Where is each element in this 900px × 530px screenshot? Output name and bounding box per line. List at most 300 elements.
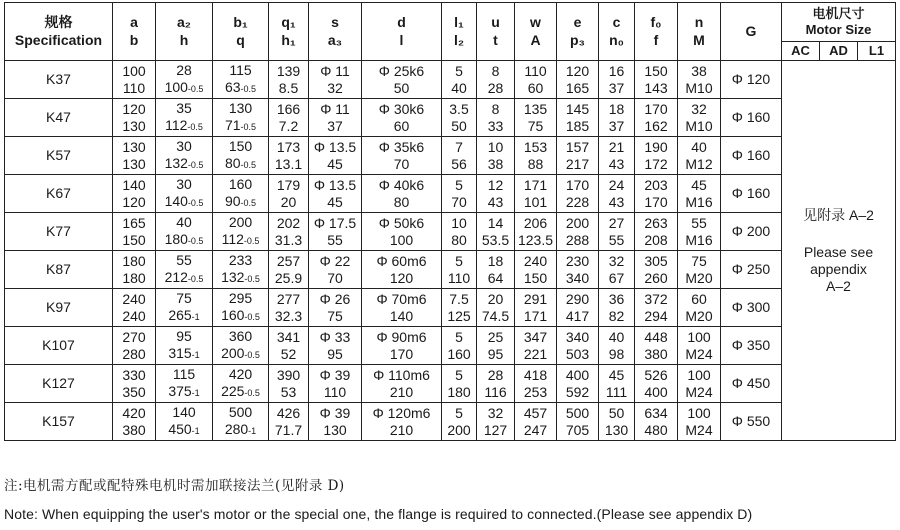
cell-a2-value-2	[156, 117, 212, 136]
cell-q1-value-2	[269, 194, 308, 211]
cell-q1-value-2	[269, 232, 308, 249]
cell-b1	[213, 175, 269, 213]
cell-u-text: 8	[491, 100, 500, 117]
cell-u-text: 43	[487, 193, 504, 210]
cell-q1-text: 8.5	[278, 79, 299, 96]
cell-f0	[635, 251, 678, 289]
cell-u	[477, 365, 515, 403]
header-h1: h₁	[281, 31, 296, 48]
cell-n-text: 32	[691, 100, 707, 117]
cell-n-value-1	[678, 329, 720, 346]
cell-b1-text: 200	[221, 344, 245, 361]
cell-f0-text: 380	[644, 345, 668, 362]
cell-a2-text: 40	[176, 213, 192, 230]
cell-f0-value-2	[635, 270, 677, 287]
cell-f0-text: 480	[644, 421, 668, 438]
cell-c	[599, 365, 635, 403]
cell-l1-text: 5	[455, 252, 463, 269]
cell-l1	[442, 213, 477, 251]
cell-e-text: 145	[565, 100, 590, 117]
table-row	[5, 327, 896, 365]
cell-d-value-2	[362, 346, 441, 363]
cell-s-value-1	[309, 177, 361, 194]
cell-u-value-2	[477, 80, 514, 97]
cell-u-value-1	[477, 253, 514, 270]
cell-s	[309, 61, 362, 99]
cell-n	[678, 99, 721, 137]
cell-d	[362, 403, 442, 441]
cell-d-value-1	[362, 405, 441, 422]
cell-w-text: 418	[523, 366, 548, 383]
cell-s-text: 110	[323, 383, 347, 400]
cell-q1	[269, 137, 309, 175]
note-en: Note: When equipping the user's motor or the special one, the flange is required to connected.(Please see appendix D)	[4, 506, 753, 522]
cell-e-text: 228	[565, 193, 590, 210]
cell-d-text: Φ 35k6	[378, 138, 425, 155]
cell-s-value-1	[309, 63, 361, 80]
cell-c	[599, 327, 635, 365]
cell-c-text: 21	[608, 138, 625, 155]
cell-e-text: 500	[565, 404, 590, 421]
cell-l1	[442, 61, 477, 99]
cell-q1	[269, 403, 309, 441]
cell-c-text: 24	[608, 176, 625, 193]
cell-c	[599, 289, 635, 327]
cell-w-value-2	[515, 80, 556, 97]
cell-b1-text: 71	[224, 116, 241, 133]
cell-w	[515, 289, 557, 327]
cell-l1-value-1	[442, 405, 476, 422]
cell-d-value-1	[362, 367, 441, 384]
cell-l1-text: 5	[455, 404, 463, 421]
cell-b1	[213, 365, 269, 403]
cell-f0-value-1	[635, 367, 677, 384]
cell-a2-text: 95	[176, 327, 192, 344]
cell-c-value-2	[599, 118, 634, 135]
header-d-l	[362, 3, 442, 61]
appendix-en-line: A–2	[826, 277, 851, 294]
cell-d-text: 70	[393, 155, 410, 172]
cell-s	[309, 365, 362, 403]
cell-a	[113, 327, 156, 365]
cell-l1-text: 125	[447, 307, 471, 324]
cell-e-value-1	[557, 253, 598, 270]
motor-size-title	[782, 3, 895, 42]
cell-f0-text: 372	[644, 290, 668, 307]
cell-s	[309, 327, 362, 365]
cell-c	[599, 213, 635, 251]
cell-u-text: 20	[487, 290, 504, 307]
cell-q1-text: 173	[276, 138, 301, 155]
cell-n-value-2	[678, 270, 720, 287]
cell-l1-text: 200	[447, 421, 471, 438]
cell-w	[515, 61, 557, 99]
cell-n-text: M20	[685, 269, 713, 286]
cell-a2-value-2	[156, 383, 212, 402]
cell-b1-text: 160	[228, 175, 253, 192]
cell-w	[515, 137, 557, 175]
cell-w-text: 153	[523, 138, 548, 155]
cell-q1-value-1	[269, 291, 308, 308]
cell-q1-value-1	[269, 139, 308, 156]
cell-d-text: 50	[393, 79, 410, 96]
cell-u	[477, 403, 515, 441]
cell-n-value-1	[678, 367, 720, 384]
cell-d-text: Φ 110m6	[373, 366, 430, 383]
cell-n	[678, 327, 721, 365]
header-s-a3	[309, 3, 362, 61]
cell-q1	[269, 327, 309, 365]
cell-w-text: 101	[523, 193, 548, 210]
cell-w-text: 171	[523, 176, 548, 193]
cell-u-value-2	[477, 384, 514, 401]
cell-b1-text: 132	[221, 268, 245, 285]
cell-u	[477, 175, 515, 213]
header-l1: l₁	[454, 14, 464, 31]
cell-a2-text: 35	[176, 99, 192, 116]
cell-d-value-1	[362, 291, 441, 308]
cell-c-text: 36	[608, 290, 625, 307]
cell-q1-value-1	[269, 101, 308, 118]
cell-c-text: 111	[605, 383, 628, 400]
cell-a2-text: 375	[168, 382, 192, 399]
tolerance-text: -1	[191, 311, 200, 322]
cell-l1-value-2	[442, 422, 476, 439]
cell-n-value-1	[678, 177, 720, 194]
cell-q1-value-2	[269, 346, 308, 363]
cell-e-text: 705	[565, 421, 590, 438]
cell-f0-text: 260	[644, 269, 668, 286]
cell-s-value-1	[309, 215, 361, 232]
cell-q1-text: 277	[276, 290, 301, 307]
header-b: b	[129, 31, 139, 48]
cell-w-value-1	[515, 215, 556, 232]
cell-b1-text: 150	[228, 137, 253, 154]
cell-d	[362, 61, 442, 99]
cell-q1-text: 202	[276, 214, 301, 231]
cell-u-value-1	[477, 177, 514, 194]
cell-l1-value-1	[442, 101, 476, 118]
cell-l1	[442, 251, 477, 289]
cell-c-value-2	[599, 346, 634, 363]
header-q: q	[236, 31, 245, 48]
tolerance-text: -0.5	[187, 197, 204, 208]
cell-n-text: M24	[685, 383, 713, 400]
cell-l1-text: 10	[451, 214, 467, 231]
header-q1: q₁	[281, 14, 296, 31]
cell-c-value-1	[599, 253, 634, 270]
cell-a2-text: 140	[164, 192, 188, 209]
cell-q1	[269, 289, 309, 327]
cell-e-value-2	[557, 270, 598, 287]
tolerance-text: -1	[191, 349, 200, 360]
header-A: A	[530, 31, 541, 48]
cell-l1	[442, 327, 477, 365]
cell-u-value-2	[477, 270, 514, 287]
cell-l1	[442, 289, 477, 327]
cell-d-value-1	[362, 177, 441, 194]
cell-u-value-1	[477, 63, 514, 80]
cell-b1-text: 360	[228, 327, 253, 344]
table-row	[5, 289, 896, 327]
cell-q1-value-2	[269, 422, 308, 439]
cell-a2-text: 115	[172, 365, 196, 382]
cell-a-value-1	[113, 177, 155, 194]
cell-b1	[213, 327, 269, 365]
cell-a-value-1	[113, 329, 155, 346]
cell-a2-text: 180	[164, 230, 188, 247]
header-w-A	[515, 3, 557, 61]
cell-u-text: 8	[491, 62, 500, 79]
cell-w-text: 88	[527, 155, 544, 172]
cell-e-value-2	[557, 194, 598, 211]
cell-a2-text: 450	[168, 420, 192, 437]
cell-a-value-2	[113, 270, 155, 287]
cell-a2-text: 265	[168, 306, 192, 323]
cell-q1-value-2	[269, 118, 308, 135]
cell-l1-text: 5	[455, 176, 463, 193]
cell-u-text: 64	[487, 269, 504, 286]
cell-n-value-2	[678, 384, 720, 401]
cell-c-text: 45	[608, 366, 625, 383]
cell-d-value-1	[362, 139, 441, 156]
cell-l1-text: 7	[455, 138, 463, 155]
cell-a-value-1	[113, 253, 155, 270]
cell-n-value-2	[678, 118, 720, 135]
cell-a2	[156, 289, 213, 327]
cell-s-value-2	[309, 308, 361, 325]
cell-b1-text: 225	[221, 382, 245, 399]
header-motor-size	[782, 3, 896, 61]
cell-d-value-2	[362, 118, 441, 135]
cell-c	[599, 61, 635, 99]
header-f: f	[653, 31, 659, 48]
cell-d-text: 210	[389, 421, 414, 438]
header-a: a	[130, 14, 138, 31]
cell-q1-text: 139	[276, 62, 301, 79]
cell-s-text: 45	[327, 193, 343, 210]
cell-c-value-2	[599, 422, 634, 439]
cell-n	[678, 251, 721, 289]
cell-u	[477, 61, 515, 99]
cell-a-text: 130	[122, 155, 146, 172]
cell-a	[113, 251, 156, 289]
cell-u-text: 74.5	[481, 307, 510, 324]
cell-l1-value-1	[442, 367, 476, 384]
cell-s	[309, 137, 362, 175]
cell-u-value-1	[477, 367, 514, 384]
cell-f0-value-2	[635, 346, 677, 363]
cell-u-text: 18	[487, 252, 504, 269]
cell-u-text: 14	[487, 214, 504, 231]
cell-n-value-1	[678, 291, 720, 308]
cell-w	[515, 365, 557, 403]
cell-b1-text: 90	[224, 192, 241, 209]
header-a3: a₃	[327, 31, 343, 48]
cell-f0-text: 150	[644, 62, 668, 79]
tolerance-text: -0.5	[187, 235, 204, 246]
cell-e-text: 417	[565, 307, 590, 324]
cell-b1-value-2	[213, 117, 268, 136]
cell-u-text: 95	[487, 345, 504, 362]
cell-b1-value-1	[213, 176, 268, 193]
cell-b1-text: 115	[229, 61, 252, 78]
motor-size-title-cn: 电机尺寸	[812, 6, 865, 22]
cell-a2-value-2	[156, 231, 212, 250]
cell-n-text: M10	[685, 79, 713, 96]
appendix-spacer	[782, 224, 895, 244]
cell-c-text: 37	[608, 117, 625, 134]
cell-q1-text: 257	[276, 252, 301, 269]
cell-a	[113, 61, 156, 99]
cell-a2-value-1	[156, 404, 212, 421]
header-L1: L1	[857, 42, 895, 60]
cell-model: K37	[5, 61, 113, 99]
tolerance-text: -1	[191, 387, 200, 398]
cell-b1-text: 200	[228, 213, 253, 230]
cell-a2	[156, 327, 213, 365]
cell-a2-text: 28	[176, 61, 192, 78]
cell-e-text: 170	[565, 176, 590, 193]
cell-n-text: 38	[691, 62, 707, 79]
cell-w-value-2	[515, 156, 556, 173]
cell-q1-value-1	[269, 329, 308, 346]
cell-b1	[213, 99, 269, 137]
cell-e-value-2	[557, 308, 598, 325]
table-row	[5, 403, 896, 441]
header-b1-q	[213, 3, 269, 61]
cell-a-value-2	[113, 384, 155, 401]
cell-s-text: 32	[327, 79, 343, 96]
cell-n-value-2	[678, 346, 720, 363]
cell-q1	[269, 251, 309, 289]
cell-b1-value-1	[213, 138, 268, 155]
cell-w-value-2	[515, 194, 556, 211]
cell-s-text: Φ 17.5	[313, 214, 357, 231]
cell-s-value-1	[309, 405, 361, 422]
cell-e-value-1	[557, 329, 598, 346]
cell-n	[678, 213, 721, 251]
cell-a2-text: 140	[172, 403, 196, 420]
cell-b1-value-1	[213, 100, 268, 117]
cell-b1-value-2	[213, 231, 268, 250]
cell-l1-text: 110	[447, 269, 471, 286]
cell-b1	[213, 213, 269, 251]
tolerance-text: -0.5	[244, 387, 260, 398]
cell-w	[515, 175, 557, 213]
cell-q1-text: 390	[276, 366, 301, 383]
cell-q1-value-2	[269, 80, 308, 97]
cell-f0-text: 305	[644, 252, 668, 269]
cell-e-text: 503	[565, 345, 590, 362]
cell-e	[557, 403, 599, 441]
cell-s	[309, 99, 362, 137]
cell-e-text: 288	[565, 231, 590, 248]
cell-c-value-1	[599, 405, 634, 422]
cell-e-text: 400	[565, 366, 590, 383]
cell-s-text: 75	[327, 307, 343, 324]
cell-u-text: 116	[484, 383, 507, 400]
cell-n-value-2	[678, 232, 720, 249]
cell-s	[309, 213, 362, 251]
cell-a2-value-1	[156, 62, 212, 79]
cell-d-value-1	[362, 253, 441, 270]
cell-c-text: 37	[608, 79, 625, 96]
cell-a-value-2	[113, 194, 155, 211]
cell-a-value-1	[113, 101, 155, 118]
cell-u	[477, 289, 515, 327]
cell-a2	[156, 137, 213, 175]
cell-w-text: 171	[523, 307, 548, 324]
cell-q1-text: 71.7	[274, 421, 303, 438]
cell-u-text: 127	[483, 421, 508, 438]
cell-a2-value-2	[156, 307, 212, 326]
cell-f0-text: 203	[644, 176, 668, 193]
header-AD: AD	[819, 42, 857, 60]
cell-b1-value-2	[213, 421, 268, 440]
cell-d-value-2	[362, 194, 441, 211]
cell-w-value-2	[515, 422, 556, 439]
cell-c	[599, 99, 635, 137]
cell-e-value-2	[557, 384, 598, 401]
cell-a2-value-1	[156, 176, 212, 193]
cell-s-text: Φ 39	[319, 404, 351, 421]
cell-q1	[269, 175, 309, 213]
cell-e-value-1	[557, 215, 598, 232]
cell-w-text: 123.5	[517, 231, 554, 248]
cell-w-text: 347	[523, 328, 548, 345]
cell-b1-value-2	[213, 155, 268, 174]
cell-b1-value-1	[213, 62, 268, 79]
cell-a-text: 180	[122, 252, 146, 269]
cell-s-value-2	[309, 346, 361, 363]
cell-c-value-1	[599, 215, 634, 232]
cell-a-value-2	[113, 308, 155, 325]
cell-q1-text: 20	[280, 193, 297, 210]
cell-l1	[442, 99, 477, 137]
cell-n-text: M10	[685, 117, 713, 134]
tolerance-text: -0.5	[240, 83, 257, 94]
cell-b1-value-2	[213, 269, 268, 288]
cell-l1-text: 7.5	[449, 290, 469, 307]
cell-n	[678, 289, 721, 327]
cell-model: K107	[5, 327, 113, 365]
cell-n-text: M16	[685, 231, 713, 248]
cell-G: Φ 350	[721, 327, 782, 365]
cell-s-text: 130	[323, 421, 347, 438]
cell-e-text: 217	[565, 155, 590, 172]
cell-b1-text: 130	[228, 99, 253, 116]
cell-n	[678, 175, 721, 213]
header-a2: a₂	[176, 14, 191, 31]
cell-f0-text: 294	[644, 307, 668, 324]
cell-q1-value-1	[269, 253, 308, 270]
cell-s-value-2	[309, 156, 361, 173]
cell-d-text: Φ 120m6	[372, 404, 431, 421]
cell-c-value-2	[599, 384, 634, 401]
cell-s-text: Φ 11	[320, 62, 350, 79]
cell-d-text: Φ 30k6	[378, 100, 425, 117]
cell-d-value-2	[362, 156, 441, 173]
cell-a-value-1	[113, 215, 155, 232]
cell-d-text: 170	[389, 345, 414, 362]
cell-f0	[635, 403, 678, 441]
cell-q1-text: 341	[276, 328, 301, 345]
header-M: M	[693, 31, 705, 48]
cell-G: Φ 450	[721, 365, 782, 403]
cell-c-text: 16	[608, 62, 625, 79]
cell-q1-value-1	[269, 63, 308, 80]
